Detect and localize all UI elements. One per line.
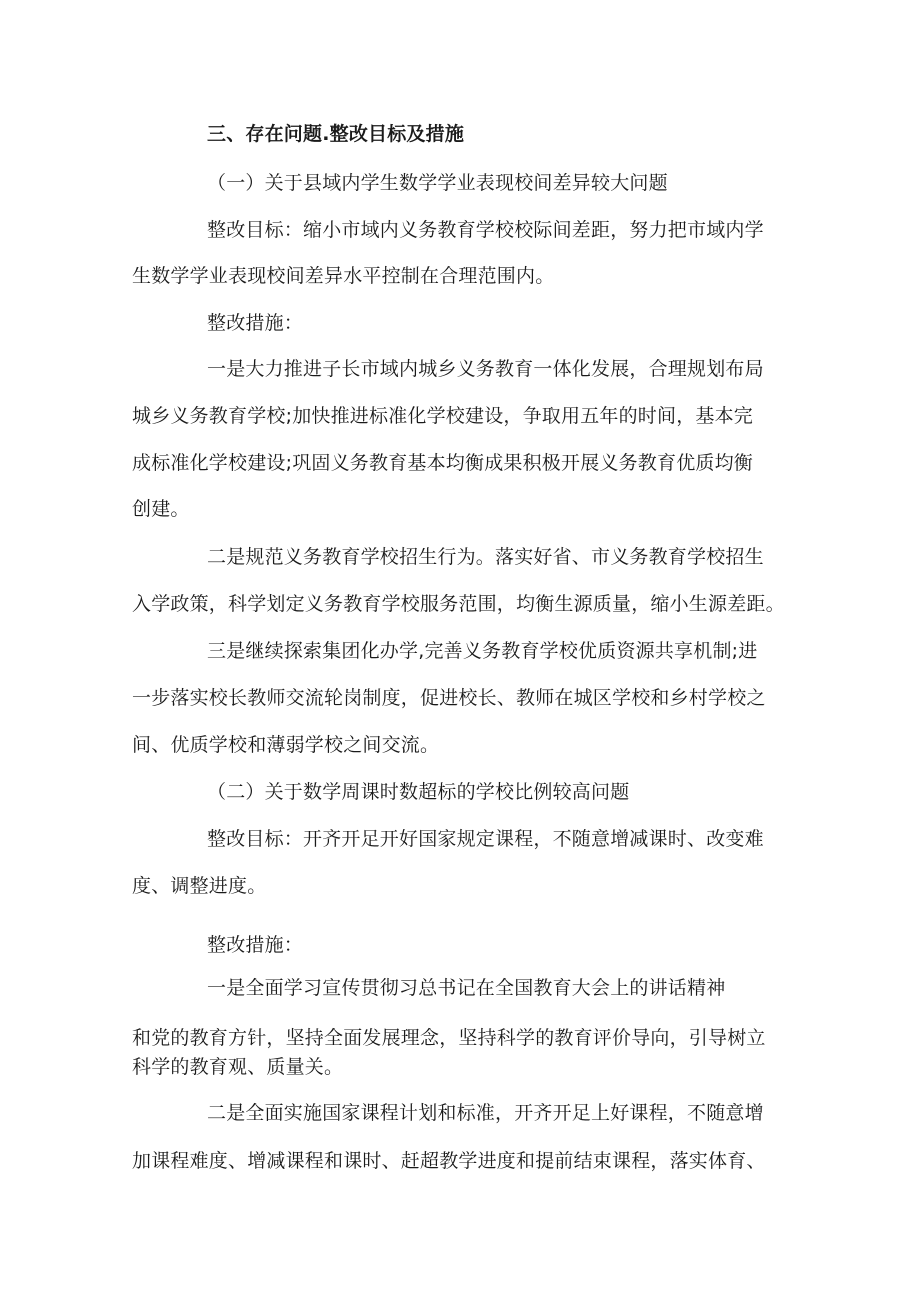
issue1-measure1-line: 成标准化学校建设;巩固义务教育基本均衡成果积极开展义务教育优质均衡 xyxy=(132,452,754,474)
issue1-measure1-line: 城乡义务教育学校;加快推进标准化学校建设，争取用五年的时间，基本完 xyxy=(132,405,754,427)
issue2-measure2-line: 加课程难度、增减课程和课时、赶超教学进度和提前结束课程，落实体育、 xyxy=(132,1150,766,1172)
issue1-measures-label: 整改措施： xyxy=(207,312,304,334)
issue1-measure3-line: 间、优质学校和薄弱学校之间交流。 xyxy=(132,734,440,756)
issue2-measure1-line: 科学的教育观、质量关。 xyxy=(132,1056,344,1078)
issue2-target-line: 整改目标：开齐开足开好国家规定课程，不随意增减课时、改变难 xyxy=(207,828,764,850)
issue1-measure1-line: 创建。 xyxy=(132,498,190,520)
issue2-measure2-line: 二是全面实施国家课程计划和标准，开齐开足上好课程，不随意增 xyxy=(207,1102,764,1124)
issue1-measure1-line: 一是大力推进子长市域内城乡义务教育一体化发展，合理规划布局 xyxy=(207,358,764,380)
issue1-measure3-line: 三是继续探索集团化办学,完善义务教育学校优质资源共享机制;进 xyxy=(207,640,758,662)
issue1-measure3-line: 一步落实校长教师交流轮岗制度，促进校长、教师在城区学校和乡村学校之 xyxy=(132,687,766,709)
issue2-measure1-line: 一是全面学习宣传贯彻习总书记在全国教育大会上的讲话精神 xyxy=(207,977,726,999)
issue2-measures-label: 整改措施： xyxy=(207,934,304,956)
issue2-measure1-line: 和党的教育方针，坚持全面发展理念，坚持科学的教育评价导向，引导树立 xyxy=(132,1027,766,1049)
issue1-measure2-line: 入学政策，科学划定义务教育学校服务范围，均衡生源质量，缩小生源差距。 xyxy=(132,593,785,615)
issue2-target-line: 度、调整进度。 xyxy=(132,875,267,897)
issue1-target-line: 生数学学业表现校间差异水平控制在合理范围内。 xyxy=(132,265,555,287)
issue1-measure2-line: 二是规范义务教育学校招生行为。落实好省、市义务教育学校招生 xyxy=(207,546,764,568)
section-title: 三、存在问题.整改目标及措施 xyxy=(207,123,465,145)
issue2-heading: （二）关于数学周课时数超标的学校比例较高问题 xyxy=(207,781,630,803)
issue1-heading: （一）关于县域内学生数学学业表现校间差异较大问题 xyxy=(207,172,668,194)
issue1-target-line: 整改目标：缩小市域内义务教育学校校际间差距，努力把市域内学 xyxy=(207,219,764,241)
